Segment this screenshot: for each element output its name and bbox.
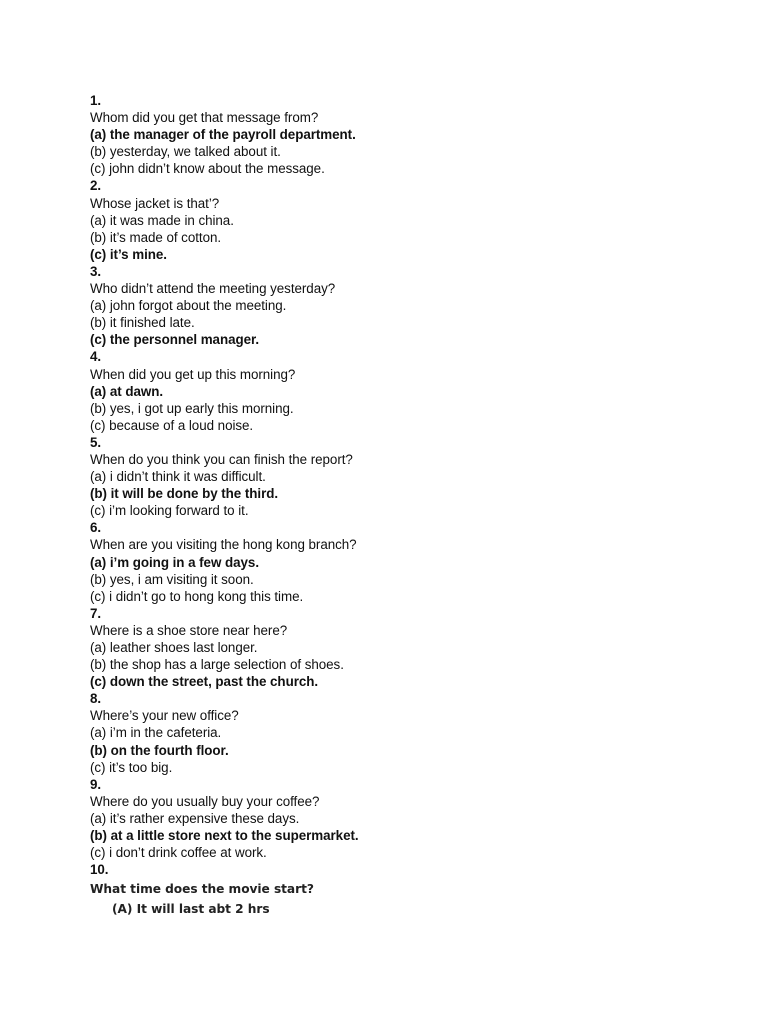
answer-option-correct: (c) it’s mine.	[90, 246, 167, 262]
answer-option-correct: (a) i’m going in a few days.	[90, 554, 259, 570]
answer-option: (b) yes, i got up early this morning.	[90, 400, 294, 416]
question-number: 8.	[90, 691, 102, 707]
answer-option-correct: (a) the manager of the payroll department.	[90, 127, 356, 143]
answer-option: (a) john forgot about the meeting.	[90, 298, 287, 314]
question-number: 7.	[90, 605, 102, 621]
answer-option: (a) it was made in china.	[90, 212, 234, 228]
question-number: 9.	[90, 776, 102, 792]
question-number: 2.	[90, 178, 102, 194]
answer-option: (b) the shop has a large selection of shoes.	[90, 657, 344, 673]
answer-option-correct: (b) it will be done by the third.	[90, 486, 279, 502]
question-number: 5.	[90, 434, 102, 450]
answer-option: (a) leather shoes last longer.	[90, 640, 258, 655]
question-number: 1.	[90, 93, 102, 108]
question-text: Where do you usually buy your coffee?	[90, 793, 320, 809]
question-text: Who didn’t attend the meeting yesterday?	[90, 281, 336, 297]
question-text: Whom did you get that message from?	[90, 110, 319, 126]
question-text: When did you get up this morning?	[90, 366, 296, 382]
answer-option-correct: (c) the personnel manager.	[90, 332, 260, 348]
question-number: 4.	[90, 349, 102, 365]
answer-option: (c) it’s too big.	[90, 759, 173, 775]
question-text: Whose jacket is that’?	[90, 195, 220, 211]
answer-option: (b) it’s made of cotton.	[90, 229, 222, 245]
question-text: What time does the movie start?	[90, 882, 314, 897]
question-text: When are you visiting the hong kong branch?	[90, 537, 357, 553]
question-text: Where is a shoe store near here?	[90, 622, 288, 638]
answer-option: (c) i’m looking forward to it.	[90, 503, 249, 519]
answer-option: (c) because of a loud noise.	[90, 417, 254, 433]
answer-option-correct: (b) on the fourth floor.	[90, 742, 229, 758]
answer-option: (b) yes, i am visiting it soon.	[90, 571, 254, 587]
question-number: 10.	[90, 862, 109, 878]
answer-option-correct: (b) at a little store next to the supermarket.	[90, 828, 359, 844]
answer-option: (a) i didn’t think it was difficult.	[90, 469, 266, 485]
answer-option-correct: (c) down the street, past the church.	[90, 674, 319, 690]
answer-option: (c) i don’t drink coffee at work.	[90, 845, 267, 861]
answer-option-correct: (a) at dawn.	[90, 383, 164, 399]
answer-option: (A) It will last abt 2 hrs	[112, 902, 270, 917]
answer-option: (c) john didn’t know about the message.	[90, 161, 325, 177]
question-number: 3.	[90, 263, 102, 279]
answer-option: (a) i’m in the cafeteria.	[90, 725, 222, 741]
question-text: When do you think you can finish the report?	[90, 451, 353, 467]
answer-option: (a) it’s rather expensive these days.	[90, 810, 300, 826]
answer-option: (c) i didn’t go to hong kong this time.	[90, 588, 304, 604]
question-text: Where’s your new office?	[90, 708, 239, 724]
answer-option: (b) yesterday, we talked about it.	[90, 144, 281, 160]
question-number: 6.	[90, 520, 102, 536]
quiz-document	[90, 92, 730, 919]
answer-option: (b) it finished late.	[90, 315, 195, 331]
